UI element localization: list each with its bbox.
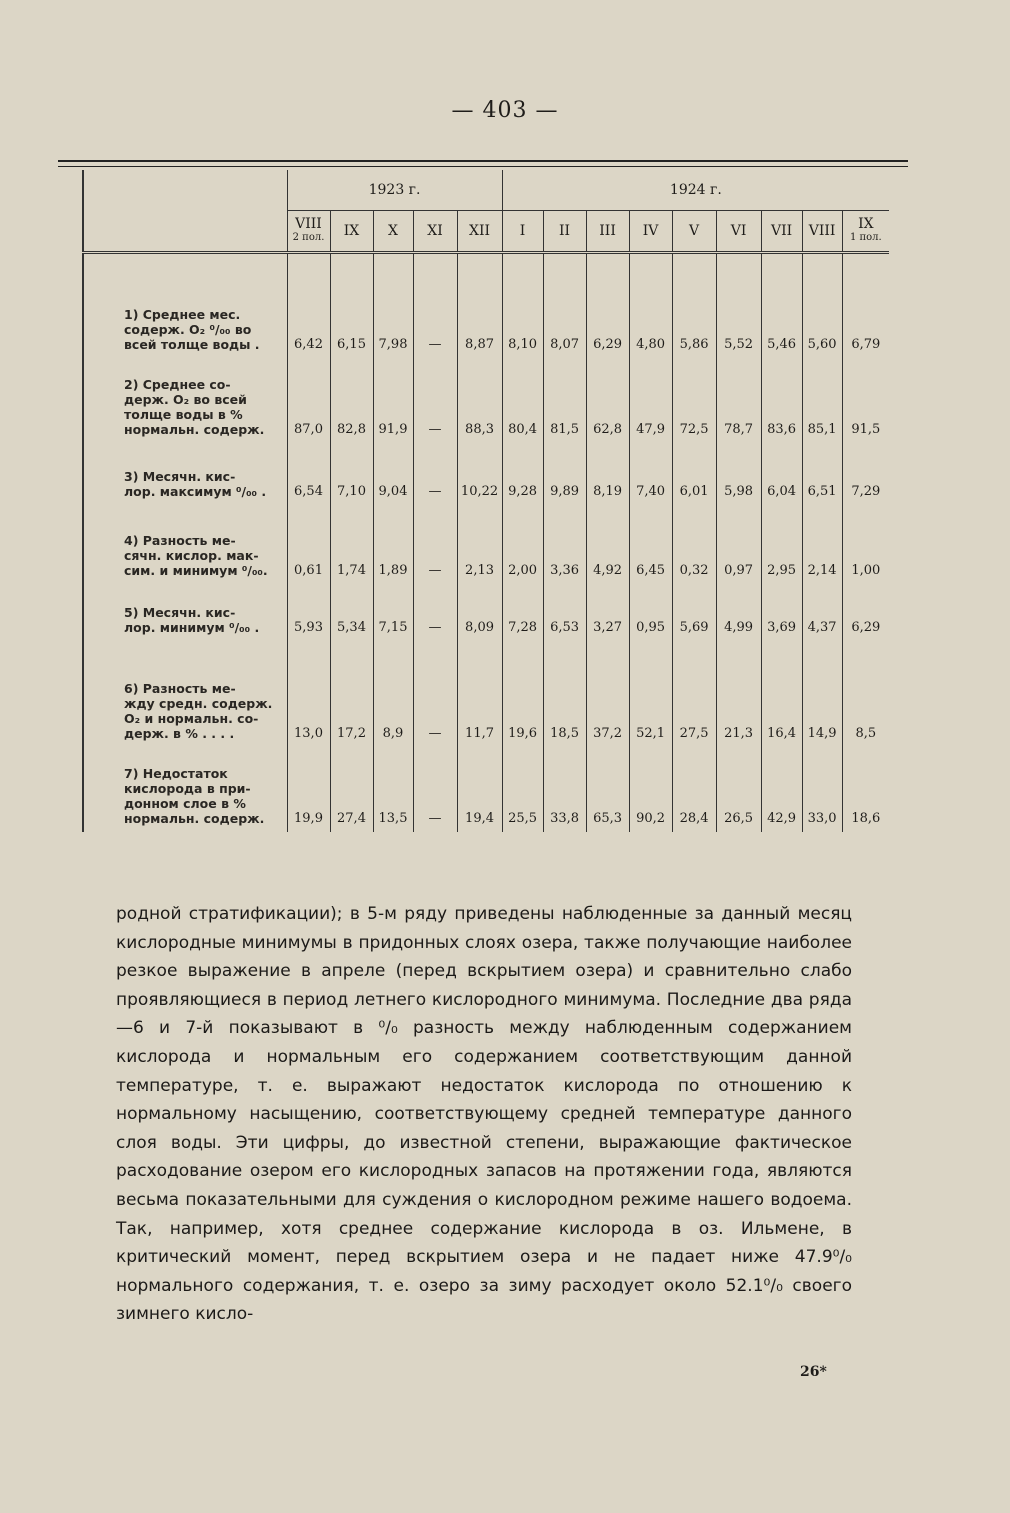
table-cell: 37,2 <box>586 641 629 747</box>
table-cell: 5,60 <box>802 280 842 358</box>
table-cell: 28,4 <box>672 747 716 832</box>
table-cell: 62,8 <box>586 358 629 443</box>
table-cell: 5,93 <box>287 584 330 641</box>
month-header: VI <box>716 211 761 253</box>
month-header: V <box>672 211 716 253</box>
table-cell: 0,97 <box>716 505 761 584</box>
table-cell: 5,86 <box>672 280 716 358</box>
table-cell: 8,87 <box>457 280 502 358</box>
table-cell: 33,0 <box>802 747 842 832</box>
table-cell: 82,8 <box>330 358 373 443</box>
row-label-text: 5) Месячн. кис- лор. минимум ⁰/₀₀ . <box>124 605 260 635</box>
table-cell: 13,0 <box>287 641 330 747</box>
table-cell: 18,6 <box>842 747 889 832</box>
table-cell: — <box>413 747 457 832</box>
row-label-text: 2) Среднее со- держ. О₂ во всей толще воды в % нормальн. содерж. <box>124 377 265 437</box>
table-cell: — <box>413 358 457 443</box>
table-cell: 33,8 <box>543 747 586 832</box>
table-cell: 7,10 <box>330 443 373 505</box>
month-header: XI <box>413 211 457 253</box>
table-row <box>83 358 889 443</box>
table-cell: 6,53 <box>543 584 586 641</box>
month-label: IX <box>858 216 874 232</box>
month-header: III <box>586 211 629 253</box>
table-cell: 18,5 <box>543 641 586 747</box>
table-cell: 8,07 <box>543 280 586 358</box>
table-cell: 87,0 <box>287 358 330 443</box>
table-row <box>83 280 889 358</box>
row-label-text: 4) Разность ме- сячн. кислор. мак- сим. и минимум ⁰/₀₀. <box>124 533 268 578</box>
table-cell: 72,5 <box>672 358 716 443</box>
table-cell: 47,9 <box>629 358 672 443</box>
row-label-text: 6) Разность ме- жду средн. содерж. О₂ и нормальн. со- держ. в % . . . . <box>124 681 273 741</box>
table-cell: 17,2 <box>330 641 373 747</box>
table-cell: 11,7 <box>457 641 502 747</box>
table-cell: 3,69 <box>761 584 802 641</box>
table-cell: 14,9 <box>802 641 842 747</box>
row-label <box>83 641 287 747</box>
table-cell: — <box>413 280 457 358</box>
table-cell: 6,51 <box>802 443 842 505</box>
table-cell: 8,9 <box>373 641 413 747</box>
table-cell: 7,15 <box>373 584 413 641</box>
table-row <box>83 747 889 832</box>
month-label: VIII <box>295 216 322 232</box>
table-cell: 90,2 <box>629 747 672 832</box>
table-cell: 16,4 <box>761 641 802 747</box>
body-paragraph <box>116 900 852 1329</box>
table-cell: 19,6 <box>502 641 543 747</box>
table-cell: 5,52 <box>716 280 761 358</box>
month-note: 2 пол. <box>292 232 325 243</box>
month-note: 1 пол. <box>849 232 882 243</box>
row-label-text: 3) Месячн. кис- лор. максимум ⁰/₀₀ . <box>124 469 267 499</box>
table-cell: 7,28 <box>502 584 543 641</box>
month-header: IV <box>629 211 672 253</box>
table-cell: 25,5 <box>502 747 543 832</box>
table-cell: 85,1 <box>802 358 842 443</box>
table-cell: 5,69 <box>672 584 716 641</box>
month-header: XII <box>457 211 502 253</box>
table-cell: — <box>413 443 457 505</box>
table-cell: 6,54 <box>287 443 330 505</box>
table-cell: 3,27 <box>586 584 629 641</box>
table-top-rule <box>58 160 908 162</box>
table-cell: 8,5 <box>842 641 889 747</box>
table-row <box>83 584 889 641</box>
table-cell: 1,74 <box>330 505 373 584</box>
table-cell: — <box>413 641 457 747</box>
table-cell: 8,09 <box>457 584 502 641</box>
table-cell: 0,95 <box>629 584 672 641</box>
table-cell: 78,7 <box>716 358 761 443</box>
table-cell: 6,29 <box>842 584 889 641</box>
month-header: I <box>502 211 543 253</box>
table-cell: 1,89 <box>373 505 413 584</box>
table-cell: 8,10 <box>502 280 543 358</box>
table-cell: 52,1 <box>629 641 672 747</box>
table-cell: 26,5 <box>716 747 761 832</box>
row-label <box>83 584 287 641</box>
table-cell: 0,61 <box>287 505 330 584</box>
year-1923-header: 1923 г. <box>287 170 502 211</box>
paragraph-text: родной стратификации); в 5-м ряду приведены наблюденные за данный месяц кислородные минимумы в придонных слоях озера, также получающие наиболее резкое выражение в апреле (перед вскрытием озера) и сравнительно слабо проявляющиеся в период летнего кислородного минимума. Последние два ряда—6 и 7-й показывают в ⁰/₀ разность между наблюденным содержанием кислорода и нормальным его содержанием соответствующим данной температуре, т. е. выражают недостаток кислорода по отношению к нормальному насыщению, соответствующему средней температуре данного слоя воды. Эти цифры, до известной степени, выражающие фактическое расходование озером его кислородных запасов на протяжении года, являются весьма показательными для суждения о кислородном режиме нашего водоема. Так, например, хотя среднее содержание кислорода в оз. Ильмене, в критический момент, перед вскрытием озера и не падает ниже 47.9⁰/₀ нормального содержания, т. е. озеро за зиму расходует около 52.1⁰/₀ своего зимнего кисло- <box>116 904 852 1325</box>
table-cell: 91,9 <box>373 358 413 443</box>
table-cell: 7,98 <box>373 280 413 358</box>
table-row <box>83 505 889 584</box>
table-cell: 6,45 <box>629 505 672 584</box>
table-cell: 91,5 <box>842 358 889 443</box>
row-label <box>83 280 287 358</box>
table-cell: 10,22 <box>457 443 502 505</box>
month-header <box>842 211 889 253</box>
table-top-rule-thin <box>58 166 908 167</box>
year-1924-header: 1924 г. <box>502 170 889 211</box>
table-corner <box>83 170 287 211</box>
table-cell: 88,3 <box>457 358 502 443</box>
table-cell: 9,89 <box>543 443 586 505</box>
month-header: VIII <box>802 211 842 253</box>
signature-mark: 26* <box>800 1364 827 1380</box>
table-cell: — <box>413 505 457 584</box>
row-label <box>83 443 287 505</box>
table-cell: 80,4 <box>502 358 543 443</box>
table-cell: 21,3 <box>716 641 761 747</box>
table-cell: 6,42 <box>287 280 330 358</box>
table-cell: 1,00 <box>842 505 889 584</box>
oxygen-table <box>82 170 889 832</box>
table-row <box>83 641 889 747</box>
row-label-text: 1) Среднее мес. содерж. О₂ ⁰/₀₀ во всей толще воды . <box>124 307 260 352</box>
table-cell: 4,80 <box>629 280 672 358</box>
row-label <box>83 505 287 584</box>
table-corner-lower <box>83 211 287 253</box>
table-cell: 6,04 <box>761 443 802 505</box>
table-cell: 3,36 <box>543 505 586 584</box>
table-cell: 42,9 <box>761 747 802 832</box>
table-row <box>83 443 889 505</box>
row-label-text: 7) Недостаток кислорода в при- донном слое в % нормальн. содерж. <box>124 766 265 826</box>
table-cell: 5,34 <box>330 584 373 641</box>
table-cell: 19,9 <box>287 747 330 832</box>
month-header <box>287 211 330 253</box>
table-cell: 4,37 <box>802 584 842 641</box>
table-cell: 9,28 <box>502 443 543 505</box>
table-cell: 4,92 <box>586 505 629 584</box>
table-cell: 6,29 <box>586 280 629 358</box>
table-cell: 5,46 <box>761 280 802 358</box>
table-cell: 6,79 <box>842 280 889 358</box>
table-cell: 81,5 <box>543 358 586 443</box>
month-header: X <box>373 211 413 253</box>
table-cell: 7,40 <box>629 443 672 505</box>
table-cell: 65,3 <box>586 747 629 832</box>
month-header: IX <box>330 211 373 253</box>
table-cell: 27,5 <box>672 641 716 747</box>
table-cell: 2,00 <box>502 505 543 584</box>
table-cell: 0,32 <box>672 505 716 584</box>
row-label <box>83 747 287 832</box>
table-cell: 6,15 <box>330 280 373 358</box>
month-header: II <box>543 211 586 253</box>
table-cell: 5,98 <box>716 443 761 505</box>
table-cell: 83,6 <box>761 358 802 443</box>
table-cell: — <box>413 584 457 641</box>
table-cell: 13,5 <box>373 747 413 832</box>
table-cell: 2,13 <box>457 505 502 584</box>
table-cell: 19,4 <box>457 747 502 832</box>
spacer-cell <box>83 253 287 281</box>
row-label <box>83 358 287 443</box>
table-cell: 4,99 <box>716 584 761 641</box>
month-header: VII <box>761 211 802 253</box>
table-cell: 6,01 <box>672 443 716 505</box>
table-cell: 9,04 <box>373 443 413 505</box>
table-cell: 2,14 <box>802 505 842 584</box>
table-cell: 8,19 <box>586 443 629 505</box>
table-cell: 7,29 <box>842 443 889 505</box>
table-cell: 27,4 <box>330 747 373 832</box>
table-body <box>83 280 889 832</box>
page-number: — 403 — <box>451 98 559 123</box>
table-cell: 2,95 <box>761 505 802 584</box>
